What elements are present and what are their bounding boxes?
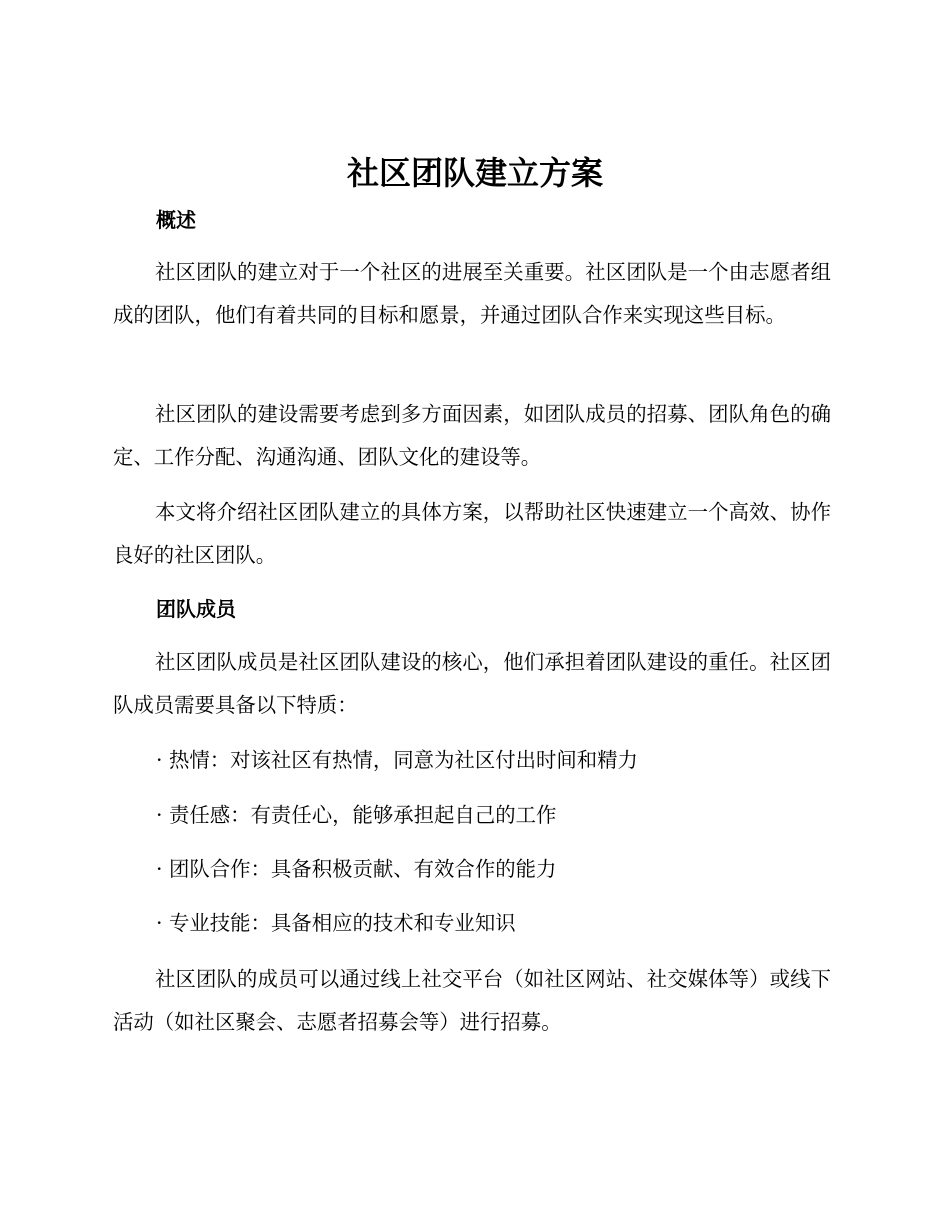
list-item: · 热情：对该社区有热情，同意为社区付出时间和精力 (156, 748, 638, 772)
section-heading-team-members: 团队成员 (156, 597, 236, 621)
team-members-intro: 社区团队成员是社区团队建设的核心，他们承担着团队建设的重任。社区团队成员需要具备以下特质： (113, 650, 831, 717)
list-item: · 专业技能：具备相应的技术和专业知识 (156, 911, 516, 935)
section-heading-overview: 概述 (156, 208, 196, 232)
list-item: · 团队合作：具备积极贡献、有效合作的能力 (156, 857, 557, 881)
overview-paragraph-3: 本文将介绍社区团队建立的具体方案，以帮助社区快速建立一个高效、协作良好的社区团队。 (113, 500, 831, 567)
list-item: · 责任感：有责任心，能够承担起自己的工作 (156, 803, 557, 827)
team-members-closing: 社区团队的成员可以通过线上社交平台（如社区网站、社交媒体等）或线下活动（如社区聚会、志愿者招募会等）进行招募。 (113, 967, 831, 1034)
document-title: 社区团队建立方案 (346, 154, 603, 192)
overview-paragraph-1: 社区团队的建立对于一个社区的进展至关重要。社区团队是一个由志愿者组成的团队，他们有着共同的目标和愿景，并通过团队合作来实现这些目标。 (113, 260, 831, 327)
overview-paragraph-2: 社区团队的建设需要考虑到多方面因素，如团队成员的招募、团队角色的确定、工作分配、沟通沟通、团队文化的建设等。 (113, 402, 831, 469)
